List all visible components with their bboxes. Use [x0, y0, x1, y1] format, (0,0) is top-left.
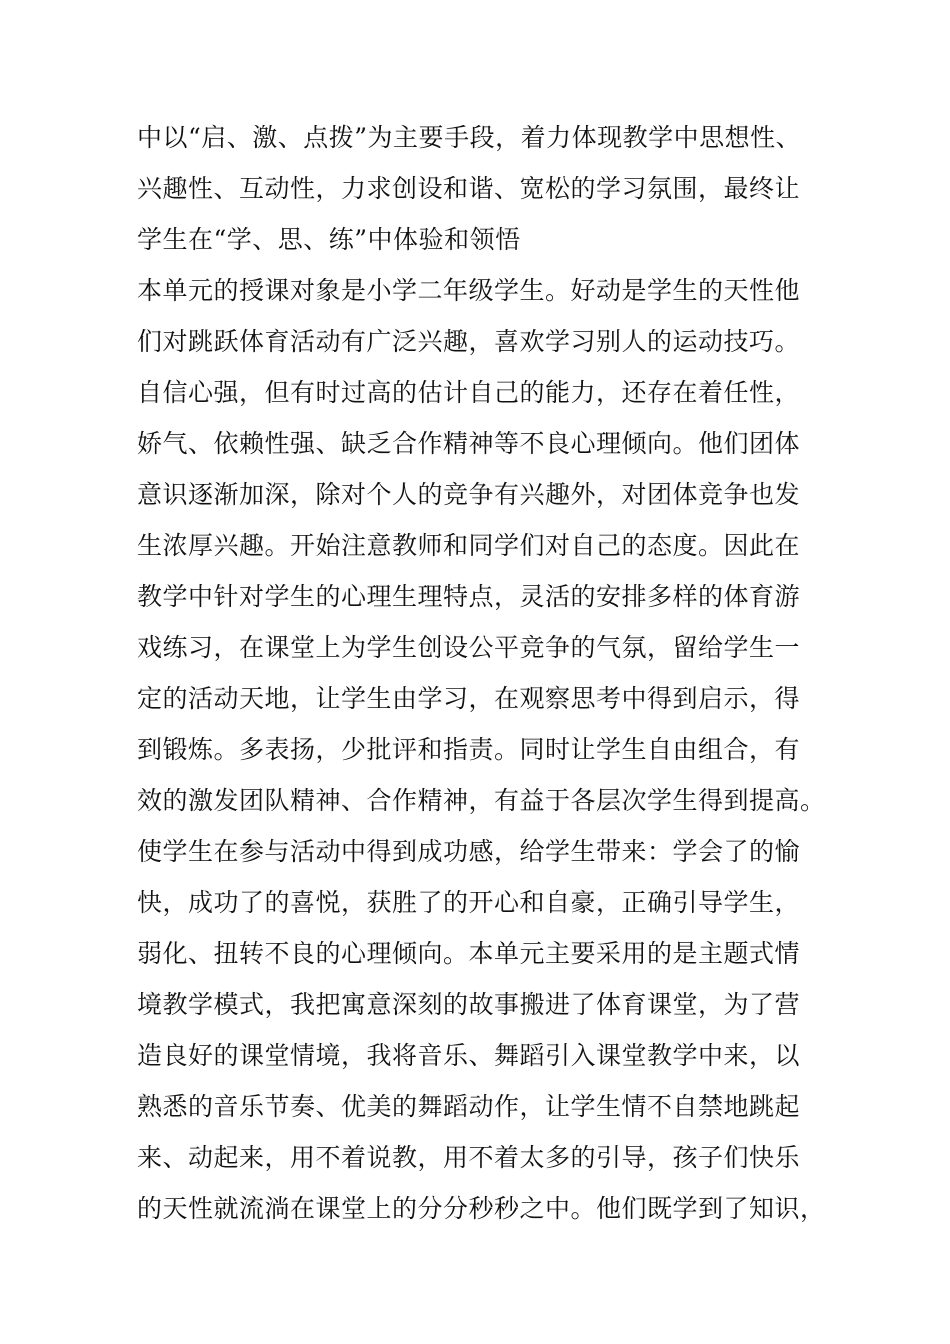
text-line: 兴趣性、互动性，力求创设和谐、宽松的学习氛围，最终让: [137, 174, 801, 203]
text-line: 弱化、扭转不良的心理倾向。本单元主要采用的是主题式情: [137, 939, 801, 968]
text-line: 定的活动天地，让学生由学习，在观察思考中得到启示，得: [137, 684, 801, 713]
text-line: 意识逐渐加深，除对个人的竞争有兴趣外，对团体竞争也发: [137, 480, 801, 509]
text-line: 本单元的授课对象是小学二年级学生。好动是学生的天性他: [137, 276, 801, 305]
text-line: 中以“启、激、点拨”为主要手段，着力体现教学中思想性、: [137, 123, 802, 152]
text-line: 们对跳跃体育活动有广泛兴趣，喜欢学习别人的运动技巧。: [137, 327, 801, 356]
text-line: 自信心强，但有时过高的估计自己的能力，还存在着任性，: [137, 378, 801, 407]
text-line: 造良好的课堂情境，我将音乐、舞蹈引入课堂教学中来，以: [137, 1041, 801, 1070]
text-line: 使学生在参与活动中得到成功感，给学生带来：学会了的愉: [137, 837, 801, 866]
body-text: [137, 112, 837, 1234]
text-line: 戏练习，在课堂上为学生创设公平竞争的气氛，留给学生一: [137, 633, 801, 662]
text-line: 到锻炼。多表扬，少批评和指责。同时让学生自由组合，有: [137, 735, 801, 764]
text-line: 效的激发团队精神、合作精神，有益于各层次学生得到提高。: [137, 786, 826, 815]
text-line: 快，成功了的喜悦，获胜了的开心和自豪，正确引导学生，: [137, 888, 801, 917]
text-line: 境教学模式，我把寓意深刻的故事搬进了体育课堂，为了营: [137, 990, 801, 1019]
text-line: 的天性就流淌在课堂上的分分秒秒之中。他们既学到了知识，: [137, 1194, 826, 1223]
text-line: 生浓厚兴趣。开始注意教师和同学们对自己的态度。因此在: [137, 531, 801, 560]
text-line: 娇气、依赖性强、缺乏合作精神等不良心理倾向。他们团体: [137, 429, 801, 458]
text-line: 熟悉的音乐节奏、优美的舞蹈动作，让学生情不自禁地跳起: [137, 1092, 801, 1121]
text-line: 来、动起来，用不着说教，用不着太多的引导，孩子们快乐: [137, 1143, 801, 1172]
text-line: 教学中针对学生的心理生理特点，灵活的安排多样的体育游: [137, 582, 801, 611]
text-line: 学生在“学、思、练”中体验和领悟: [137, 225, 521, 254]
